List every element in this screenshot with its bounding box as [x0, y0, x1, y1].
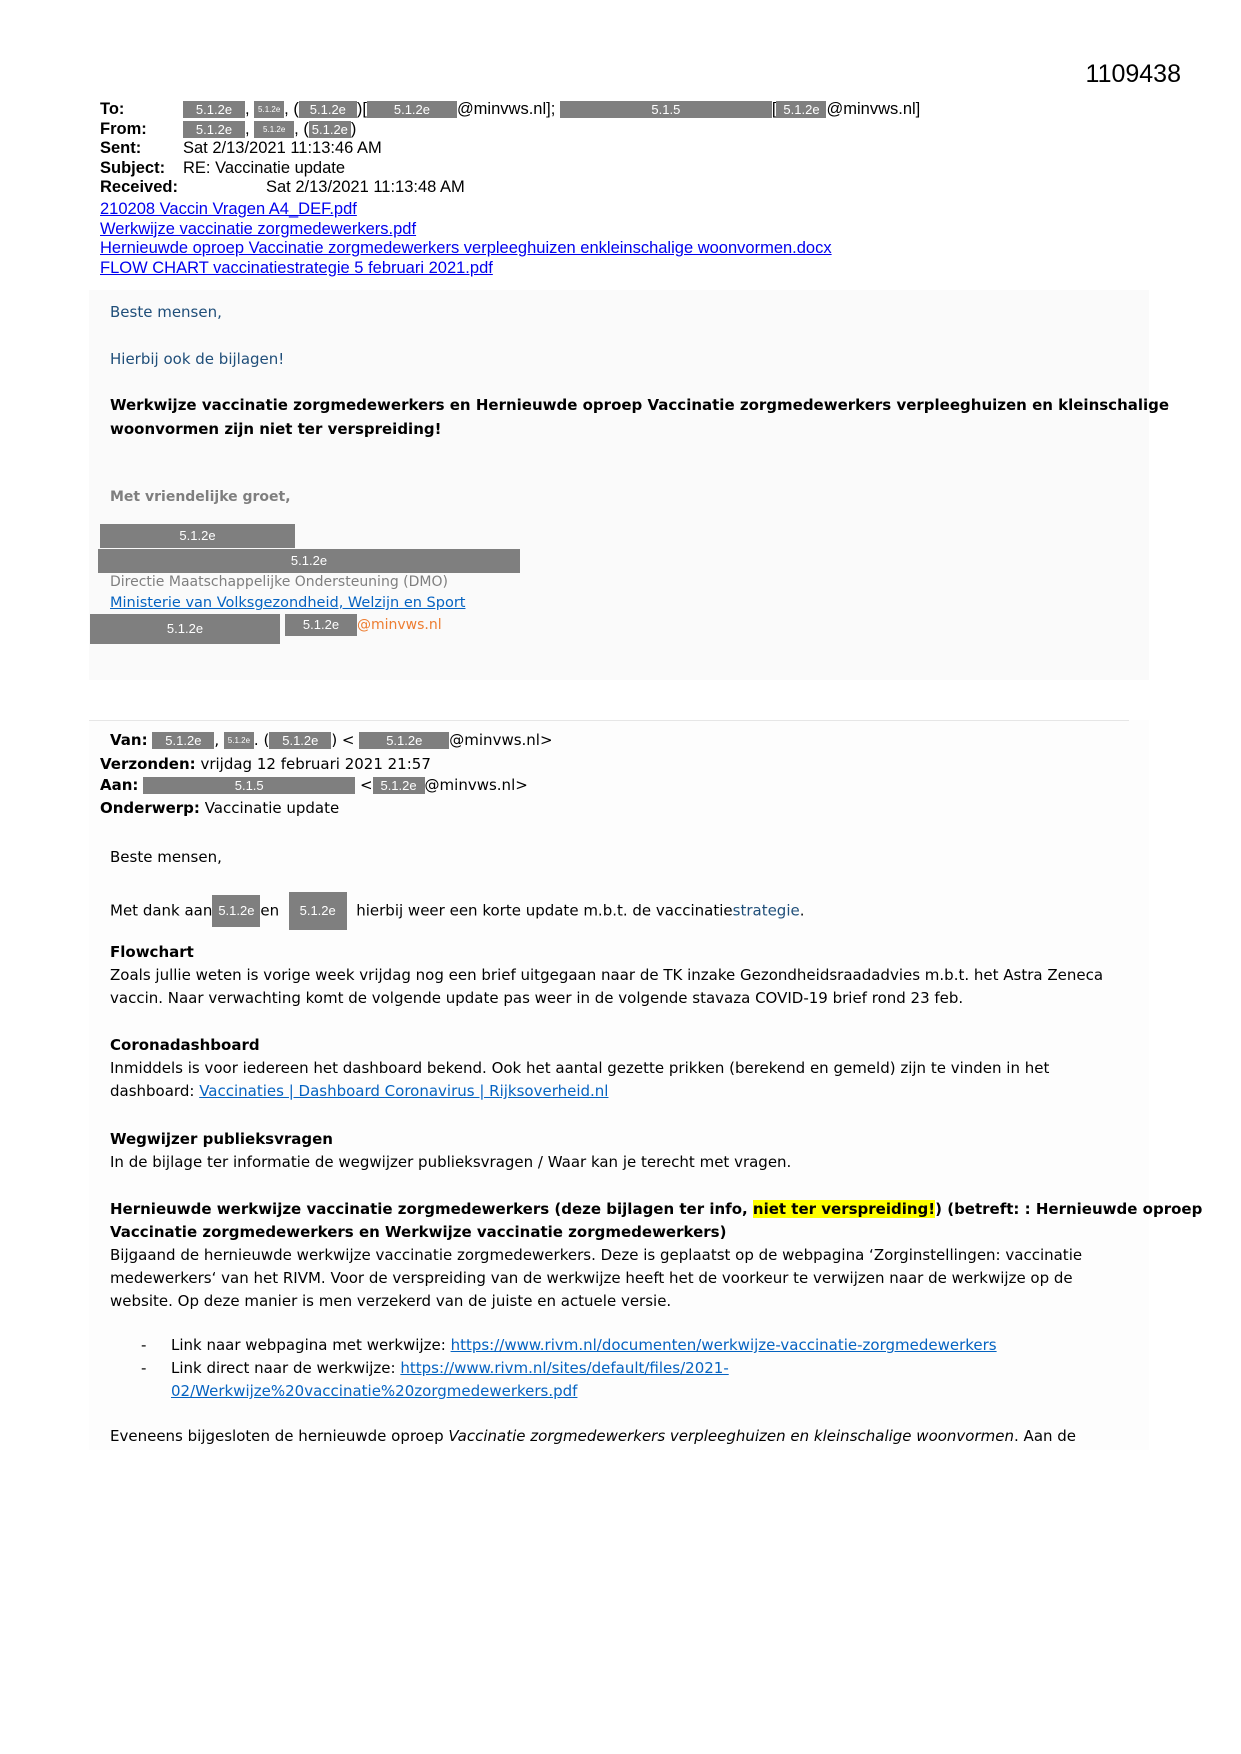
thanks-blue: strategie [732, 901, 800, 920]
to-row: To: 5.1.2e , 5.1.2e , ( 5.1.2e )[ 5.1.2e @minvws.nl]; 5.1.5 [ 5.1.2e @minvws.nl] [100, 100, 921, 118]
reply-line: Hierbij ook de bijlagen! [110, 350, 285, 368]
last-pre: Eveneens bijgesloten de hernieuwde oproep [110, 1427, 449, 1445]
flowchart-heading: Flowchart [110, 943, 194, 961]
dashboard-link[interactable]: Vaccinaties | Dashboard Coronavirus | Rijksoverheid.nl [199, 1082, 609, 1100]
signature-name-redaction: 5.1.2e [100, 524, 295, 548]
redaction: 5.1.2e [183, 121, 245, 138]
email-header [100, 100, 920, 198]
sent-row [100, 139, 920, 159]
redaction: 5.1.2e [152, 732, 214, 749]
signature-ministry-link[interactable]: Ministerie van Volksgezondheid, Welzijn en Sport [110, 595, 466, 611]
reply-greeting: Beste mensen, [110, 303, 222, 321]
van-domain: @minvws.nl> [449, 731, 553, 749]
hernieuwde-line: Bijgaand de hernieuwde werkwijze vaccinatie zorgmedewerkers. Deze is geplaatst op de webpagina ‘Zorginstellingen: vaccinatie [110, 1246, 1083, 1264]
redaction: 5.1.2e [289, 892, 347, 930]
bullet-pre: Link naar webpagina met werkwijze: [171, 1336, 451, 1354]
signature-email-domain: @minvws.nl [357, 617, 442, 633]
sent-label: Sent: [100, 139, 142, 157]
last-italic: Vaccinatie zorgmedewerkers verpleeghuizen en kleinschalige woonvormen [448, 1427, 1015, 1445]
attachment-link[interactable]: 210208 Vaccin Vragen A4_DEF.pdf [100, 200, 357, 218]
redaction: 5.1.2e [254, 121, 294, 138]
signature-email [285, 614, 442, 636]
hernieuwde-line: medewerkers‘ van het RIVM. Voor de verspreiding van de werkwijze heeft het de voorkeur te verwijzen naar de werkwijze op de [110, 1269, 1073, 1287]
redaction: 5.1.2e [373, 777, 425, 794]
orig-greeting: Beste mensen, [110, 848, 222, 866]
hernieuwde-heading [110, 1200, 1202, 1218]
redaction: 5.1.5 [560, 101, 772, 118]
bullet-item [171, 1336, 997, 1354]
redaction: 5.1.2e [309, 121, 351, 138]
redaction: 5.1.2e [269, 732, 331, 749]
redaction: 5.1.2e [367, 101, 457, 118]
attachment-list [100, 200, 832, 278]
bullet-pre: Link direct naar de werkwijze: [171, 1359, 401, 1377]
thanks-pre: Met dank aan [110, 901, 213, 920]
redaction: 5.1.2e [776, 101, 826, 118]
signature-phone-redaction: 5.1.2e [90, 614, 280, 644]
redaction: 5.1.2e [285, 614, 357, 636]
thanks-post: hierbij weer een korte update m.b.t. de vaccinatie [356, 901, 733, 920]
from-label: From: [100, 119, 147, 138]
thanks-line [110, 892, 805, 930]
signature-department: Directie Maatschappelijke Ondersteuning (DMO) [110, 574, 448, 590]
aan-row: Aan: 5.1.5 < 5.1.2e @minvws.nl> [100, 776, 528, 794]
bullet-dash: - [141, 1359, 147, 1377]
thanks-end: . [799, 901, 805, 920]
hernieuwde-heading-2: Vaccinatie zorgmedewerkers en Werkwijze vaccinatie zorgmedewerkers) [110, 1223, 727, 1241]
redaction: 5.1.2e [212, 895, 260, 927]
reply-closing: Met vriendelijke groet, [110, 489, 291, 505]
redaction: 5.1.2e [254, 101, 284, 118]
attachment-link[interactable]: FLOW CHART vaccinatiestrategie 5 februari 2021.pdf [100, 258, 493, 277]
verzonden-row [100, 755, 431, 773]
subject-label: Subject: [100, 158, 166, 177]
to-domain: @minvws.nl]; [456, 100, 556, 118]
bullet-dash: - [141, 1336, 147, 1354]
van-row: Van: 5.1.2e , 5.1.2e . ( 5.1.2e ) < 5.1.2e @minvws.nl> [110, 731, 553, 749]
flowchart-line: vaccin. Naar verwachting komt de volgende update pas weer in de volgende stavaza COVID-19 brief rond 23 feb. [110, 989, 964, 1007]
dashboard-line-2 [110, 1082, 608, 1100]
subject-value: RE: Vaccinatie update [183, 158, 346, 177]
aan-domain: @minvws.nl> [424, 776, 528, 794]
last-post: . Aan de [1014, 1427, 1077, 1445]
to-label: To: [100, 100, 125, 118]
onderwerp-row [100, 799, 339, 817]
onderwerp-value: Vaccinatie update [204, 799, 340, 817]
received-value: Sat 2/13/2021 11:13:48 AM [266, 178, 465, 196]
last-line [110, 1427, 1076, 1445]
signature-title-redaction: 5.1.2e [98, 549, 520, 573]
hernieuwde-line: website. Op deze manier is men verzekerd van de juiste en actuele versie. [110, 1292, 672, 1310]
aan-label: Aan: [100, 776, 139, 794]
subject-row [100, 159, 920, 179]
dashboard-heading: Coronadashboard [110, 1036, 260, 1054]
redaction: 5.1.2e [183, 101, 245, 118]
flowchart-line: Zoals jullie weten is vorige week vrijdag nog een brief uitgegaan naar de TK inzake Gezondheidsraadadvies m.b.t. het Astra Zeneca [110, 966, 1104, 984]
received-row [100, 178, 920, 198]
from-row: From: 5.1.2e , 5.1.2e , ( 5.1.2e ) [100, 119, 357, 138]
rivm-pdf-link-cont[interactable]: 02/Werkwijze%20vaccinatie%20zorgmedewerkers.pdf [171, 1382, 578, 1400]
document-number: 1109438 [1085, 60, 1181, 88]
dashboard-pre: dashboard: [110, 1082, 200, 1100]
verzonden-value: vrijdag 12 februari 2021 21:57 [200, 755, 431, 773]
attachment-link[interactable]: Hernieuwde oproep Vaccinatie zorgmedewerkers verpleeghuizen enkleinschalige woonvormen.docx [100, 239, 832, 257]
onderwerp-label: Onderwerp: [100, 799, 200, 817]
redaction: 5.1.5 [143, 777, 355, 794]
rivm-webpage-link[interactable]: https://www.rivm.nl/documenten/werkwijze-vaccinatie-zorgmedewerkers [450, 1336, 997, 1354]
redaction: 5.1.2e [299, 101, 357, 118]
rivm-pdf-link[interactable]: https://www.rivm.nl/sites/default/files/2021- [400, 1359, 729, 1377]
hernieuwde-post: ) (betreft: : Hernieuwde oproep [935, 1200, 1203, 1218]
highlight-not-for-distribution: niet ter verspreiding! [752, 1200, 936, 1218]
redaction: 5.1.2e [224, 732, 254, 749]
reply-warning: woonvormen zijn niet ter verspreiding! [110, 420, 442, 438]
van-label: Van: [110, 731, 148, 749]
redaction: 5.1.2e [359, 732, 449, 749]
attachment-link[interactable]: Werkwijze vaccinatie zorgmedewerkers.pdf [100, 219, 417, 238]
hernieuwde-pre: Hernieuwde werkwijze vaccinatie zorgmedewerkers (deze bijlagen ter info, [110, 1200, 753, 1218]
dashboard-line: Inmiddels is voor iedereen het dashboard bekend. Ook het aantal gezette prikken (berekend en gemeld) zijn te vinden in het [110, 1059, 1050, 1077]
wegwijzer-heading: Wegwijzer publieksvragen [110, 1130, 333, 1148]
wegwijzer-line: In de bijlage ter informatie de wegwijzer publieksvragen / Waar kan je terecht met vragen. [110, 1153, 792, 1171]
verzonden-label: Verzonden: [100, 755, 196, 773]
reply-warning: Werkwijze vaccinatie zorgmedewerkers en Hernieuwde oproep Vaccinatie zorgmedewerkers verpleeghuizen en kleinschalige [110, 396, 1170, 414]
bullet-item [171, 1359, 729, 1377]
to-domain-2: @minvws.nl] [826, 100, 921, 118]
sent-value: Sat 2/13/2021 11:13:46 AM [183, 139, 382, 157]
received-label: Received: [100, 178, 178, 196]
message-separator [89, 720, 1129, 721]
thanks-en: en [260, 901, 280, 920]
